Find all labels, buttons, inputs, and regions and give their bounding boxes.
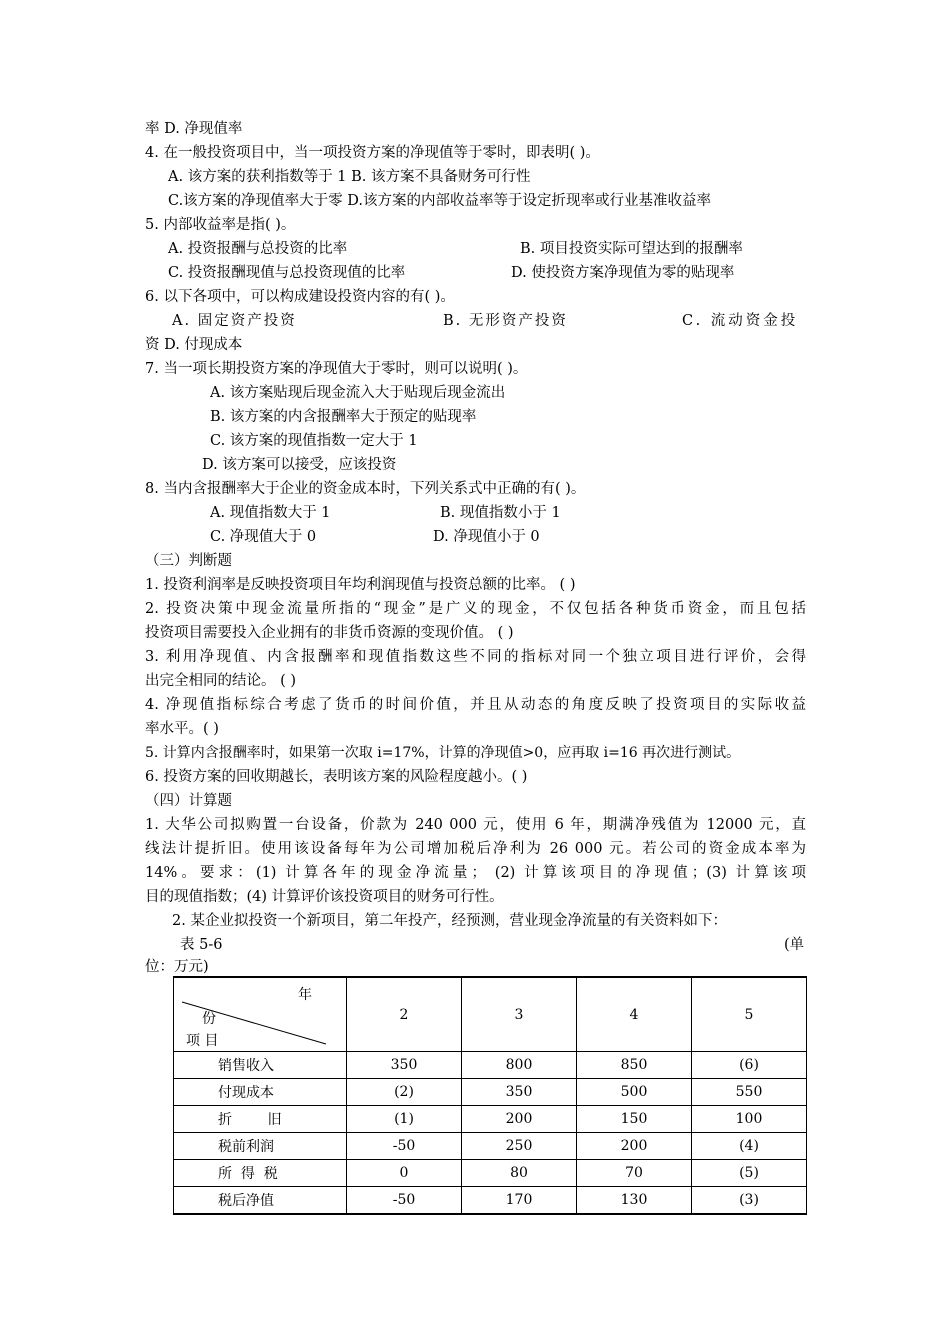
table-cell: 500 — [577, 1079, 692, 1106]
judgement-3-line1: 3. 利用净现值、内含报酬率和现值指数这些不同的指标对同一个独立项目进行评价，会得 — [145, 649, 806, 665]
table-unit-part2: 位：万元) — [145, 959, 209, 975]
text-line: 率 D. 净现值率 — [145, 121, 243, 137]
q7-option-b: B. 该方案的内含报酬率大于预定的贴现率 — [210, 409, 477, 425]
judgement-4-line2: 率水平。( ) — [145, 721, 219, 737]
table-cell: (1) — [347, 1106, 462, 1133]
table-row — [174, 1106, 807, 1133]
table-cell: (3) — [692, 1187, 807, 1215]
judgement-4-line1: 4. 净现值指标综合考虑了货币的时间价值，并且从动态的角度反映了投资项目的实际收益 — [145, 697, 806, 713]
table-row — [174, 1079, 807, 1106]
table-cell: -50 — [347, 1133, 462, 1160]
table-cell: 130 — [577, 1187, 692, 1215]
judgement-6: 6. 投资方案的回收期越长，表明该方案的风险程度越小。( ) — [145, 769, 528, 785]
question-6: 6. 以下各项中，可以构成建设投资内容的有( )。 — [145, 289, 455, 305]
table-row — [174, 1187, 807, 1215]
judgement-3-line2: 出完全相同的结论。 ( ) — [145, 673, 297, 689]
table-unit-part1: (单 — [784, 937, 805, 953]
q8-option-d: D. 净现值小于 0 — [433, 529, 540, 545]
q6-option-a: A. 固定资产投资 — [172, 313, 297, 329]
judgement-2-line1: 2. 投资决策中现金流量所指的“现金”是广义的现金，不仅包括各种货币资金，而且包括 — [145, 601, 806, 617]
table-cell: 800 — [462, 1052, 577, 1079]
corner-item-label: 项 目 — [186, 1033, 219, 1049]
q7-option-c: C. 该方案的现值指数一定大于 1 — [210, 433, 418, 449]
calc-1-line1: 1. 大华公司拟购置一台设备，价款为 240 000 元，使用 6 年，期满净残值为 12000 元，直 — [145, 817, 806, 833]
q5-option-b: B. 项目投资实际可望达到的报酬率 — [520, 241, 743, 257]
judgement-1: 1. 投资利润率是反映投资项目年均利润现值与投资总额的比率。 ( ) — [145, 577, 576, 593]
table-cell: 200 — [462, 1106, 577, 1133]
table-cell: 80 — [462, 1160, 577, 1187]
table-cell: (2) — [347, 1079, 462, 1106]
q7-option-d: D. 该方案可以接受，应该投资 — [202, 457, 397, 473]
calc-1-line4: 目的现值指数；(4) 计算评价该投资项目的财务可行性。 — [145, 889, 504, 905]
row-label: 销售收入 — [174, 1052, 347, 1079]
year-header: 3 — [462, 977, 577, 1052]
row-label: 付现成本 — [174, 1079, 347, 1106]
question-7: 7. 当一项长期投资方案的净现值大于零时，则可以说明( )。 — [145, 361, 528, 377]
table-cell: (5) — [692, 1160, 807, 1187]
q6-option-c: C. 流动资金投 — [682, 313, 799, 329]
table-cell: 200 — [577, 1133, 692, 1160]
q8-option-a: A. 现值指数大于 1 — [210, 505, 331, 521]
table-header-row — [174, 977, 807, 1052]
q6-option-b: B. 无形资产投资 — [443, 313, 568, 329]
year-header: 4 — [577, 977, 692, 1052]
row-label: 税前利润 — [174, 1133, 347, 1160]
q5-option-d: D. 使投资方案净现值为零的贴现率 — [511, 265, 735, 281]
year-header: 5 — [692, 977, 807, 1052]
q7-option-a: A. 该方案贴现后现金流入大于贴现后现金流出 — [210, 385, 506, 401]
table-cell: 100 — [692, 1106, 807, 1133]
section-heading-judgement: （三）判断题 — [145, 553, 232, 569]
q5-option-c: C. 投资报酬现值与总投资现值的比率 — [168, 265, 406, 281]
table-cell: -50 — [347, 1187, 462, 1215]
corner-fen-label: 份 — [202, 1011, 216, 1027]
table-cell: 850 — [577, 1052, 692, 1079]
table-cell: (6) — [692, 1052, 807, 1079]
q5-option-a: A. 投资报酬与总投资的比率 — [168, 241, 348, 257]
judgement-2-line2: 投资项目需要投入企业拥有的非货币资源的变现价值。 ( ) — [145, 625, 514, 641]
row-label: 所 得 税 — [174, 1160, 347, 1187]
calc-1-line2: 线法计提折旧。使用该设备每年为公司增加税后净利为 26 000 元。若公司的资金成本率为 — [145, 841, 806, 857]
judgement-5: 5. 计算内含报酬率时，如果第一次取 i=17%，计算的净现值>0，应再取 i=16 再次进行测试。 — [145, 745, 741, 761]
q6-option-c-cont: 资 D. 付现成本 — [145, 337, 243, 353]
q8-option-c: C. 净现值大于 0 — [210, 529, 317, 545]
q8-option-b: B. 现值指数小于 1 — [440, 505, 561, 521]
table-cell: 150 — [577, 1106, 692, 1133]
table-cell: 350 — [462, 1079, 577, 1106]
calc-1-line3: 14%。要求：(1) 计算各年的现金净流量； (2) 计算该项目的净现值；(3) 计算该项 — [145, 865, 806, 881]
cash-flow-table — [173, 976, 807, 1215]
corner-year-label: 年 — [298, 987, 312, 1003]
row-label: 折 旧 — [174, 1106, 347, 1133]
row-label: 税后净值 — [174, 1187, 347, 1215]
table-cell: 350 — [347, 1052, 462, 1079]
table-cell: 250 — [462, 1133, 577, 1160]
table-cell: (4) — [692, 1133, 807, 1160]
table-row — [174, 1052, 807, 1079]
table-row — [174, 1133, 807, 1160]
table-cell: 170 — [462, 1187, 577, 1215]
table-caption: 表 5-6 — [180, 937, 223, 953]
calc-2: 2. 某企业拟投资一个新项目，第二年投产，经预测，营业现金净流量的有关资料如下： — [172, 913, 727, 929]
section-heading-calculation: （四）计算题 — [145, 793, 232, 809]
question-4: 4. 在一般投资项目中，当一项投资方案的净现值等于零时，即表明( )。 — [145, 145, 600, 161]
table-cell: 0 — [347, 1160, 462, 1187]
table-cell: 550 — [692, 1079, 807, 1106]
year-header: 2 — [347, 977, 462, 1052]
table-corner-cell — [174, 977, 347, 1052]
table-cell: 70 — [577, 1160, 692, 1187]
table-row — [174, 1160, 807, 1187]
q4-options-cd: C.该方案的净现值率大于零 D.该方案的内部收益率等于设定折现率或行业基准收益率 — [168, 193, 712, 209]
q4-options-ab: A. 该方案的获利指数等于 1 B. 该方案不具备财务可行性 — [168, 169, 531, 185]
question-5: 5. 内部收益率是指( )。 — [145, 217, 296, 233]
question-8: 8. 当内含报酬率大于企业的资金成本时，下列关系式中正确的有( )。 — [145, 481, 586, 497]
